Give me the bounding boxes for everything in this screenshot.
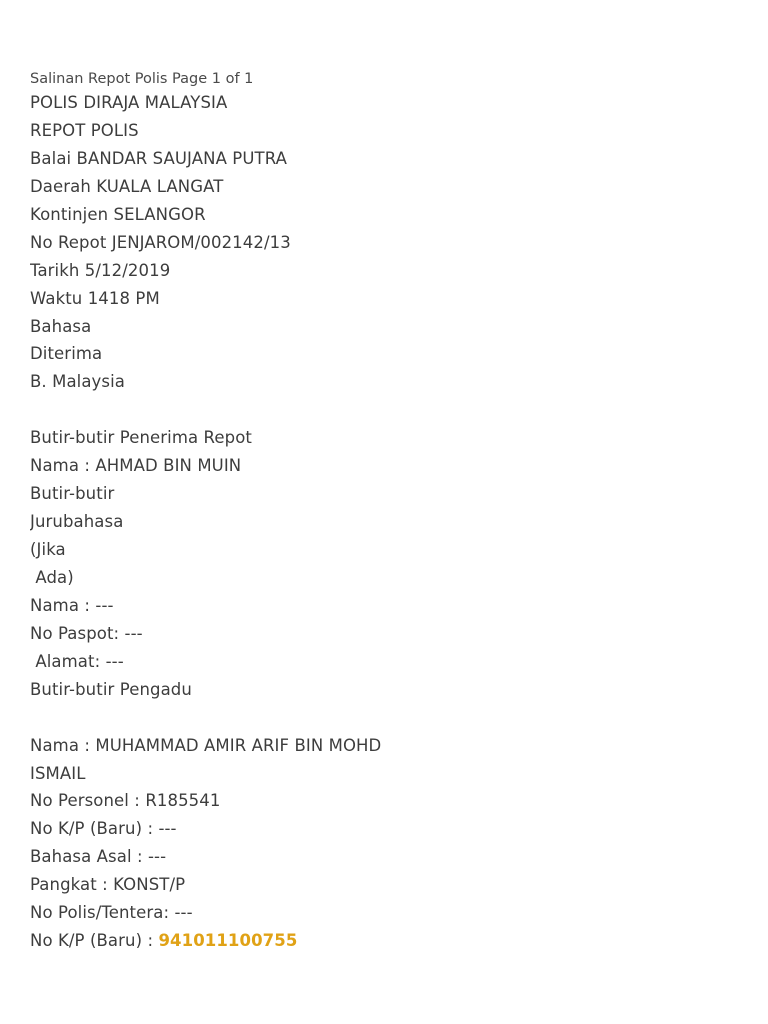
police-military-number: No Polis/Tentera: --- — [30, 903, 193, 923]
rank-field: Pangkat : KONST/P — [30, 875, 186, 895]
page-header: Salinan Repot Polis Page 1 of 1 — [30, 71, 254, 87]
ic-number-new-2 — [30, 927, 730, 955]
interpreter-address: Alamat: --- — [30, 651, 124, 671]
agency-name: POLIS DIRAJA MALAYSIA — [30, 93, 228, 112]
language-label: Bahasa — [30, 316, 92, 336]
language-value: B. Malaysia — [30, 372, 126, 392]
complainant-section-heading: Butir-butir Pengadu — [30, 679, 192, 699]
received-label: Diterima — [30, 344, 103, 364]
interpreter-label-line2: Jurubahasa — [30, 512, 124, 532]
report-body — [30, 89, 730, 955]
ic-number-new-1: No K/P (Baru) : --- — [30, 819, 177, 839]
date-field: Tarikh 5/12/2019 — [30, 260, 171, 280]
passport-number: No Paspot: --- — [30, 623, 143, 643]
kontinjen-field: Kontinjen SELANGOR — [30, 204, 206, 224]
personnel-number: No Personel : R185541 — [30, 791, 221, 811]
ic-number-link[interactable]: 941011100755 — [158, 931, 298, 951]
ic-number-label: No K/P (Baru) : — [30, 931, 159, 951]
receiver-name: Nama : AHMAD BIN MUIN — [30, 456, 242, 476]
balai-field: Balai BANDAR SAUJANA PUTRA — [30, 148, 287, 168]
section-spacer — [30, 704, 730, 732]
interpreter-label-line4: Ada) — [30, 567, 74, 587]
receiver-section-heading: Butir-butir Penerima Repot — [30, 428, 252, 448]
interpreter-label-line3: (Jika — [30, 540, 66, 559]
complainant-name-line2: ISMAIL — [30, 763, 86, 783]
report-number-field: No Repot JENJAROM/002142/13 — [30, 232, 291, 252]
document-type: REPOT POLIS — [30, 120, 139, 140]
complainant-name-line1: Nama : MUHAMMAD AMIR ARIF BIN MOHD — [30, 735, 382, 755]
original-language: Bahasa Asal : --- — [30, 847, 167, 867]
section-spacer — [30, 396, 730, 424]
interpreter-label-line1: Butir-butir — [30, 484, 115, 504]
daerah-field: Daerah KUALA LANGAT — [30, 176, 224, 196]
time-field: Waktu 1418 PM — [30, 288, 160, 308]
interpreter-name: Nama : --- — [30, 595, 114, 615]
